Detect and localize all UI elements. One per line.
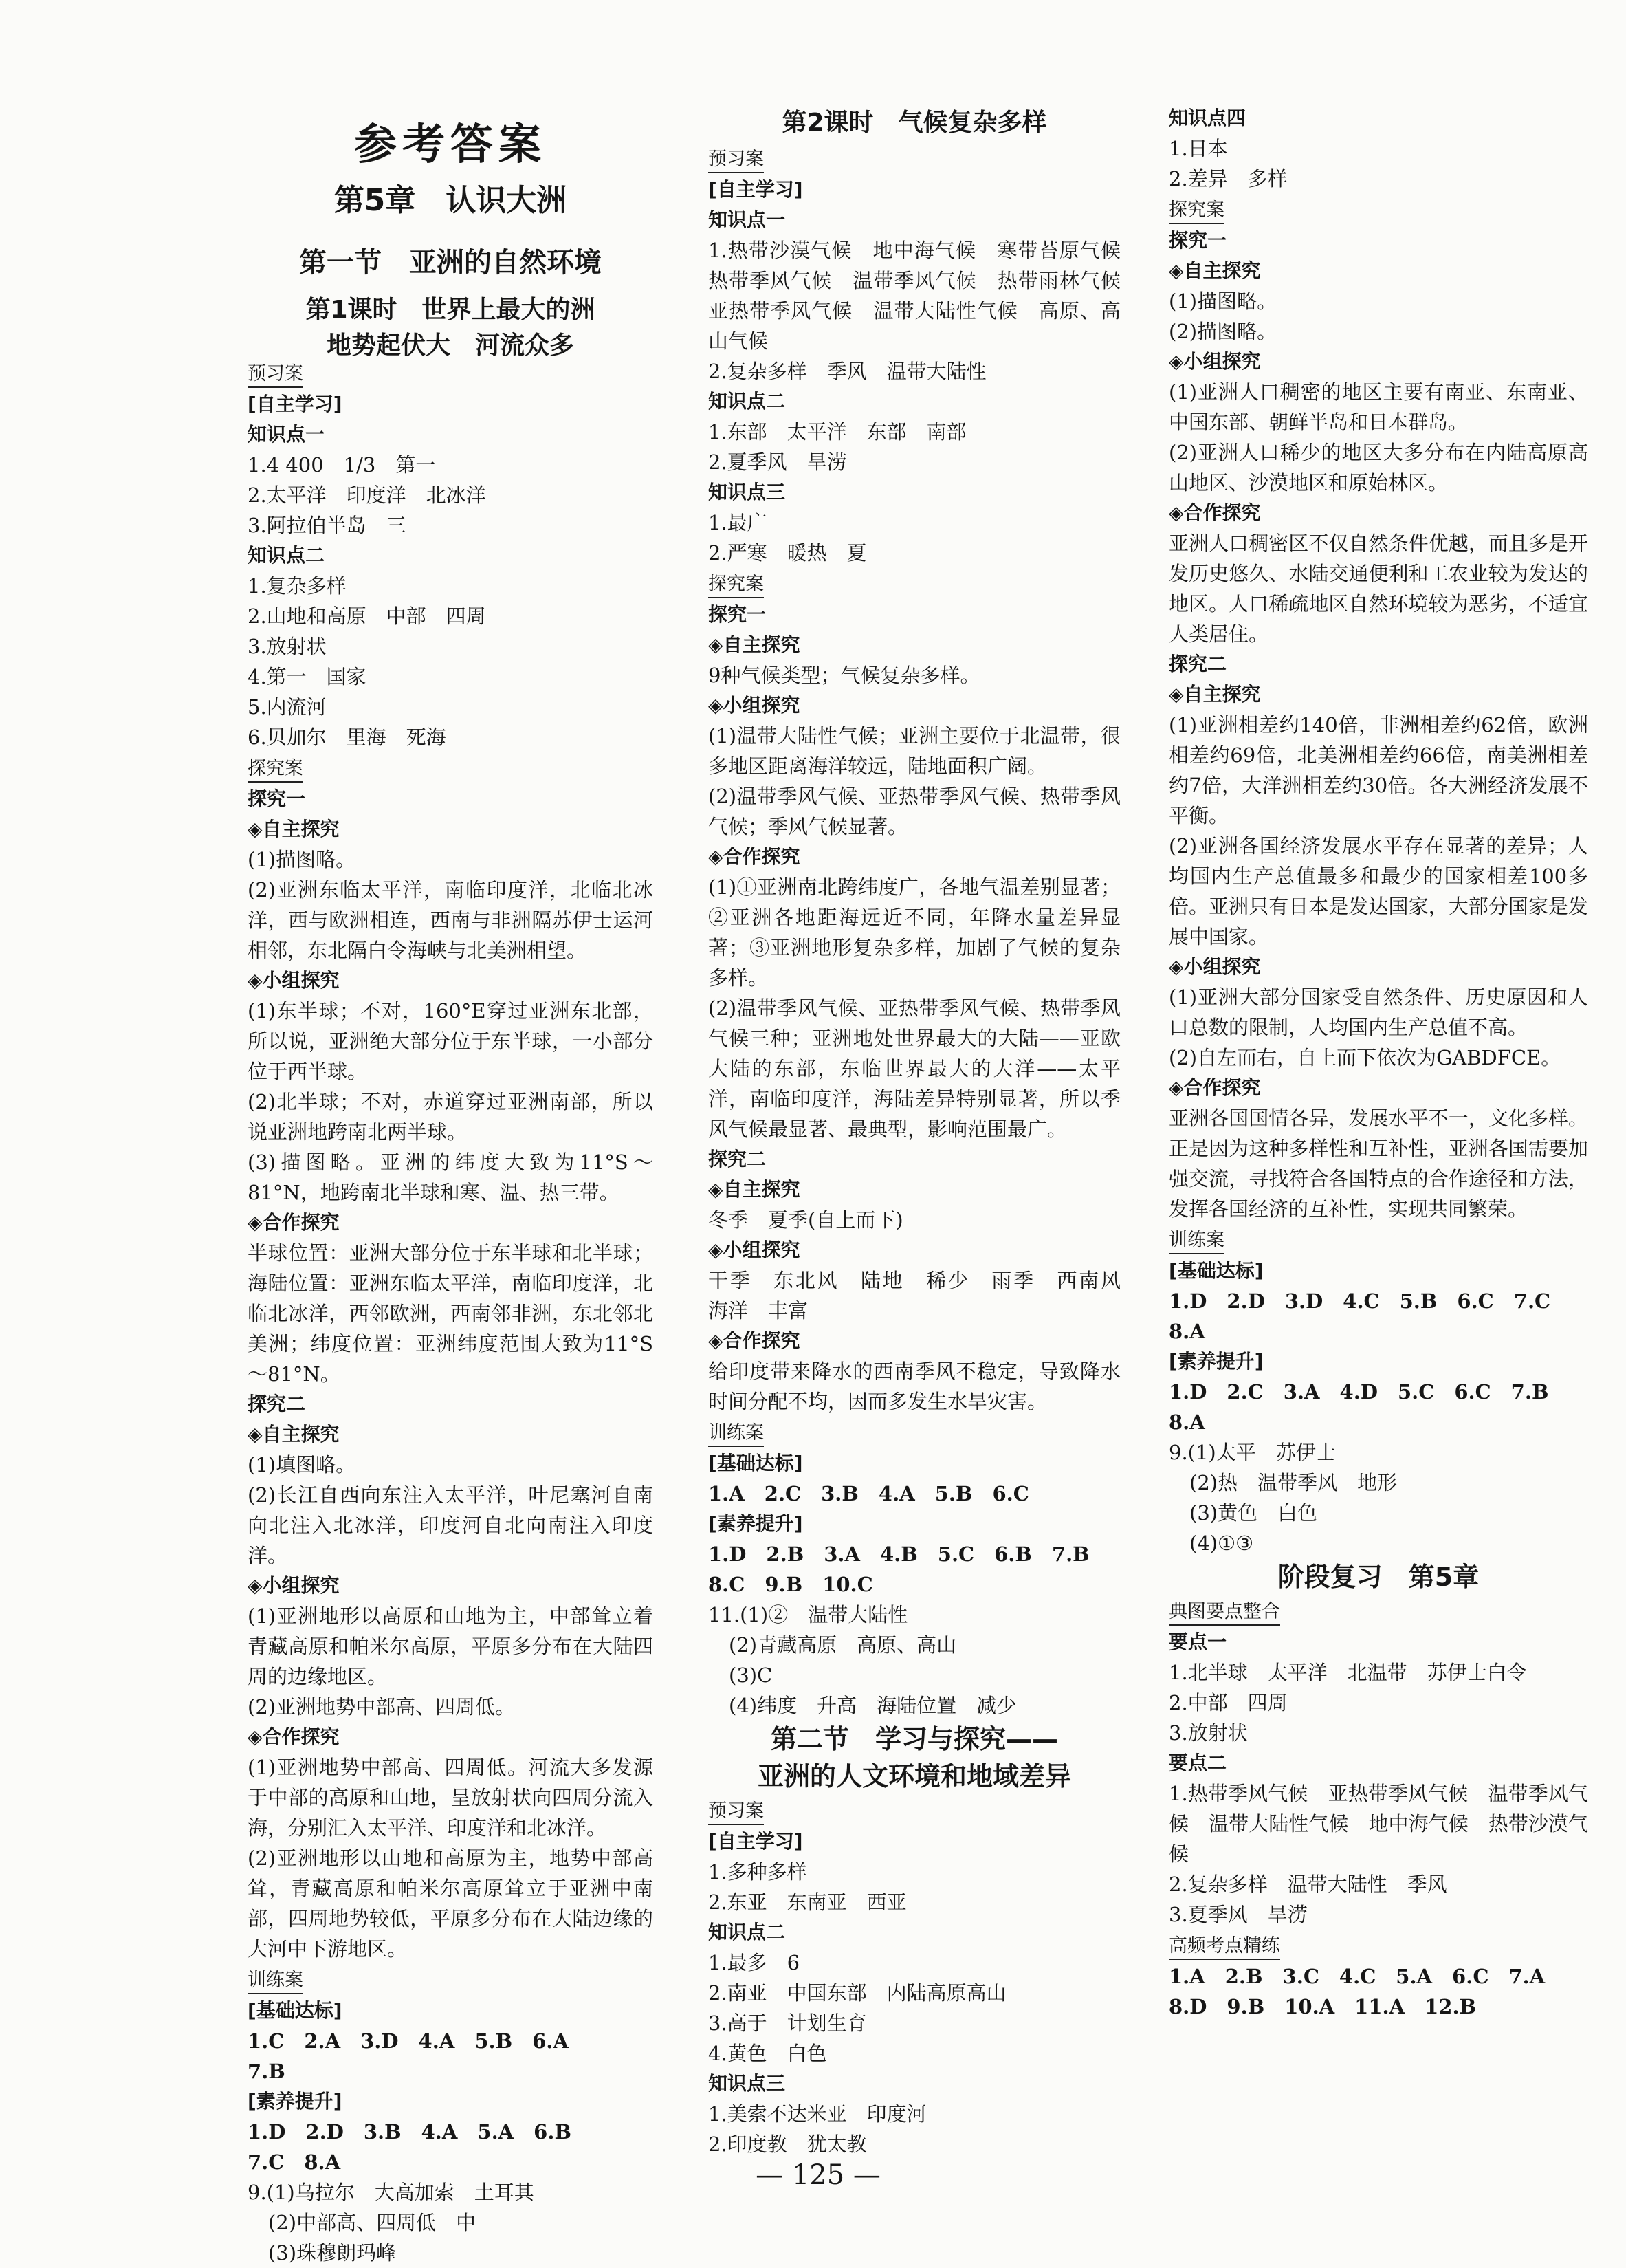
answer-column-3	[1169, 103, 1588, 2022]
answer-line: (3)黄色 白色	[1189, 1501, 1318, 1525]
answer-paragraph: (1)亚洲地势中部高、四周低。河流大多发源于中部的高原和山地，呈放射状向四周分流入海，分别汇入太平洋、印度洋和北冰洋。	[248, 1756, 653, 1840]
answer-key: 1.D 2.C 3.A 4.D 5.C 6.C 7.B	[1169, 1380, 1549, 1404]
answer-key: 8.C 9.B 10.C	[708, 1573, 873, 1596]
section-tag: 预习案	[708, 147, 764, 173]
answer-paragraph: (1)亚洲大部分国家受自然条件、历史原因和人口总数的限制，人均国内生产总值不高。	[1169, 985, 1588, 1039]
topic-heading: 知识点四	[1169, 107, 1246, 129]
section-tag: 训练案	[1169, 1228, 1224, 1254]
subsection-heading: ◈小组探究	[248, 969, 340, 992]
section-tag: 探究案	[708, 572, 764, 598]
section-tag: 高频考点精练	[1169, 1934, 1280, 1960]
answer-line: (2)中部高、四周低 中	[268, 2211, 476, 2234]
subsection-heading: ◈合作探究	[248, 1211, 340, 1234]
answer-line: (1)填图略。	[248, 1453, 356, 1476]
answer-line: 2.南亚 中国东部 内陆高原高山	[708, 1981, 1007, 2005]
answer-paragraph: (1)亚洲相差约140倍，非洲相差约62倍，欧洲相差约69倍，北美洲相差约66倍，南美洲相差约7倍，大洋洲相差约30倍。各大洲经济发展不平衡。	[1169, 713, 1588, 827]
subsection-heading: ◈自主探究	[708, 633, 800, 656]
topic-heading: 探究一	[708, 603, 767, 626]
answer-line: 3.放射状	[1169, 1721, 1248, 1745]
answer-key: 1.D 2.D 3.D 4.C 5.B 6.C 7.C	[1169, 1289, 1551, 1313]
answer-line: 1.多种多样	[708, 1860, 807, 1884]
answer-line: 4.黄色 白色	[708, 2042, 827, 2065]
topic-heading: 知识点二	[708, 1921, 786, 1943]
section-title: 第二节 学习与探究——	[770, 1724, 1058, 1754]
answer-line: 2.复杂多样 温带大陆性 季风	[1169, 1873, 1447, 1896]
section-tag: 训练案	[708, 1421, 764, 1447]
answer-line: (2)青藏高原 高原、高山	[729, 1633, 957, 1657]
answer-line: (3)C	[729, 1664, 773, 1687]
lesson-title-line1: 第1课时 世界上最大的洲	[305, 296, 595, 324]
answer-paragraph: 给印度带来降水的西南季风不稳定，导致降水时间分配不均，因而多发生水旱灾害。	[708, 1360, 1121, 1413]
answer-line: 2.差异 多样	[1169, 167, 1288, 190]
answer-paragraph: (2)亚洲东临太平洋，南临印度洋，北临北冰洋，西与欧洲相连，西南与非洲隔苏伊士运河相邻，东北隔白令海峡与北美洲相望。	[248, 878, 653, 962]
answer-paragraph: (2)亚洲人口稀少的地区大多分布在内陆高原高山地区、沙漠地区和原始林区。	[1169, 441, 1588, 494]
answer-line: 1.复杂多样	[248, 574, 347, 598]
answer-paragraph: 1.热带季风气候 亚热带季风气候 温带季风气候 温带大陆性气候 地中海气候 热带沙漠气候	[1169, 1782, 1588, 1866]
subsection-heading: ◈自主探究	[1169, 683, 1261, 706]
topic-heading: 探究一	[248, 787, 306, 810]
subsection-heading: ◈自主探究	[248, 1423, 340, 1446]
answer-paragraph: (1)亚洲人口稠密的地区主要有南亚、东南亚、中国东部、朝鲜半岛和日本群岛。	[1169, 380, 1588, 434]
topic-heading: 探究二	[248, 1393, 306, 1415]
box-label: [基础达标]	[1169, 1259, 1264, 1282]
answer-line: 9.(1)太平 苏伊士	[1169, 1441, 1336, 1464]
subsection-heading: ◈合作探究	[708, 845, 800, 868]
answer-paragraph: (1)①亚洲南北跨纬度广，各地气温差别显著；②亚洲各地距海远近不同，年降水量差异显著；③亚洲地形复杂多样，加剧了气候的复杂多样。	[708, 875, 1121, 990]
answer-line: 3.放射状	[248, 635, 327, 658]
answer-key: 1.D 2.B 3.A 4.B 5.C 6.B 7.B	[708, 1542, 1090, 1566]
answer-key: 1.C 2.A 3.D 4.A 5.B 6.A	[248, 2029, 569, 2053]
answer-line: 2.印度教 犹太教	[708, 2133, 867, 2156]
answer-line: (4)①③	[1189, 1531, 1254, 1555]
section-title: 亚洲的人文环境和地域差异	[757, 1761, 1071, 1791]
subsection-heading: ◈小组探究	[1169, 350, 1261, 373]
answer-line: (1)描图略。	[248, 848, 356, 871]
subsection-heading: ◈合作探究	[708, 1329, 800, 1352]
answer-paragraph: (3)描图略。亚洲的纬度大致为11°S～81°N，地跨南北半球和寒、温、热三带。	[248, 1151, 653, 1204]
review-title: 阶段复习 第5章	[1277, 1562, 1480, 1592]
answer-line: 2.夏季风 旱涝	[708, 450, 847, 474]
topic-heading: 探究二	[1169, 653, 1227, 675]
box-label: [自主学习]	[708, 1830, 803, 1853]
answer-paragraph: (1)温带大陆性气候；亚洲主要位于北温带，很多地区距离海洋较远，陆地面积广阔。	[708, 724, 1121, 778]
section-tag: 预习案	[708, 1799, 764, 1825]
section-tag: 探究案	[1169, 198, 1224, 224]
page-number: — 125 —	[756, 2159, 881, 2191]
answer-line: (2)自左而右，自上而下依次为GABDFCE。	[1169, 1046, 1561, 1069]
answer-line: 9.(1)乌拉尔 大高加索 土耳其	[248, 2181, 534, 2204]
topic-heading: 探究二	[708, 1148, 767, 1170]
topic-heading: 探究一	[1169, 229, 1227, 252]
box-label: [基础达标]	[248, 1999, 342, 2022]
section-tag: 训练案	[248, 1968, 303, 1994]
answer-key: 7.B	[248, 2060, 285, 2083]
box-label: [自主学习]	[248, 393, 342, 415]
subsection-heading: ◈自主探究	[708, 1178, 800, 1201]
subsection-heading: ◈合作探究	[1169, 1076, 1261, 1099]
subsection-heading: ◈合作探究	[1169, 501, 1261, 524]
answer-line: 1.日本	[1169, 137, 1228, 160]
answer-paragraph: 亚洲人口稠密区不仅自然条件优越，而且多是开发历史悠久、水陆交通便利和工农业较为发达的地区。人口稀疏地区自然环境较为恶劣，不适宜人类居住。	[1169, 532, 1588, 646]
answer-paragraph: (2)长江自西向东注入太平洋，叶尼塞河自南向北注入北冰洋，印度河自北向南注入印度洋。	[248, 1483, 653, 1567]
answer-line: 3.夏季风 旱涝	[1169, 1903, 1308, 1926]
answer-column-1	[248, 358, 653, 2268]
answer-line: 4.第一 国家	[248, 665, 366, 688]
section-tag: 预习案	[248, 362, 303, 388]
answer-line: 2.太平洋 印度洋 北冰洋	[248, 483, 486, 507]
answer-line: (4)纬度 升高 海陆位置 减少	[729, 1694, 1017, 1717]
answer-key: 1.D 2.D 3.B 4.A 5.A 6.B	[248, 2120, 571, 2144]
answer-paragraph: (2)亚洲各国经济发展水平存在显著的差异；人均国内生产总值最多和最少的国家相差100多倍。亚洲只有日本是发达国家，大部分国家是发展中国家。	[1169, 834, 1588, 948]
answer-line: 6.贝加尔 里海 死海	[248, 726, 446, 749]
box-label: [素养提升]	[708, 1512, 803, 1535]
subsection-heading: ◈自主探究	[248, 818, 340, 840]
topic-heading: 知识点一	[708, 208, 786, 231]
answer-line: 3.阿拉伯半岛 三	[248, 514, 406, 537]
answer-key: 8.A	[1169, 1410, 1205, 1434]
topic-heading: 知识点二	[708, 390, 786, 413]
answer-line: 2.中部 四周	[1169, 1691, 1288, 1714]
answer-line: 2.严寒 暖热 夏	[708, 541, 867, 565]
answer-key: 1.A 2.C 3.B 4.A 5.B 6.C	[708, 1482, 1029, 1505]
answer-paragraph: (1)亚洲地形以高原和山地为主，中部耸立着青藏高原和帕米尔高原，平原多分布在大陆四周的边缘地区。	[248, 1604, 653, 1688]
answer-paragraph: 半球位置：亚洲大部分位于东半球和北半球；海陆位置：亚洲东临太平洋，南临印度洋，北临北冰洋，西邻欧洲，西南邻非洲，东北邻北美洲；纬度位置：亚洲纬度范围大致为11°S～81°N。	[248, 1241, 653, 1386]
answer-line: (3)珠穆朗玛峰	[268, 2241, 397, 2265]
box-label: [自主学习]	[708, 178, 803, 201]
answer-line: 3.高于 计划生育	[708, 2011, 867, 2035]
topic-heading: 知识点二	[248, 544, 325, 567]
chapter-title: 第5章 认识大洲	[333, 183, 567, 218]
answer-key: 8.D 9.B 10.A 11.A 12.B	[1169, 1995, 1477, 2018]
answer-line: (1)描图略。	[1169, 290, 1277, 313]
answer-line: 冬季 夏季(自上而下)	[708, 1208, 903, 1232]
answer-key: 1.A 2.B 3.C 4.C 5.A 6.C 7.A	[1169, 1965, 1546, 1988]
answer-paragraph: (2)北半球；不对，赤道穿过亚洲南部，所以说亚洲地跨南北两半球。	[248, 1090, 653, 1144]
subsection-heading: ◈合作探究	[248, 1725, 340, 1748]
answer-line: (2)亚洲地势中部高、四周低。	[248, 1695, 516, 1719]
subsection-heading: ◈小组探究	[708, 1239, 800, 1261]
lesson-title-line2: 地势起伏大 河流众多	[326, 331, 574, 360]
answer-paragraph: 干季 东北风 陆地 稀少 雨季 西南风 海洋 丰富	[708, 1269, 1141, 1322]
answer-line: 1.美索不达米亚 印度河	[708, 2102, 927, 2126]
section-title: 第一节 亚洲的自然环境	[299, 247, 602, 279]
topic-heading: 知识点三	[708, 481, 786, 503]
box-label: [素养提升]	[248, 2090, 342, 2113]
answer-line: (2)热 温带季风 地形	[1189, 1471, 1398, 1494]
answer-column-2	[708, 103, 1141, 2159]
answer-key: 7.C 8.A	[248, 2150, 341, 2174]
topic-heading: 知识点三	[708, 2072, 786, 2095]
topic-heading: 知识点一	[248, 423, 325, 446]
answer-paragraph: 1.热带沙漠气候 地中海气候 寒带苔原气候 热带季风气候 温带季风气候 热带雨林气候 亚热带季风气候 温带大陆性气候 高原、高山气候	[708, 239, 1141, 353]
answer-line: 1.4 400 1/3 第一	[248, 453, 436, 477]
topic-heading: 要点一	[1169, 1631, 1227, 1653]
answer-paragraph: (2)温带季风气候、亚热带季风气候、热带季风气候三种；亚洲地处世界最大的大陆——亚欧大陆的东部，东临世界最大的大洋——太平洋，南临印度洋，海陆差异特别显著，所以季风气候最显著、最典型，影响范围最广。	[708, 996, 1121, 1141]
section-tag: 探究案	[248, 756, 303, 783]
lesson-title: 第2课时 气候复杂多样	[782, 109, 1047, 137]
page-title: 参考答案	[353, 119, 547, 169]
answer-line: 11.(1)② 温带大陆性	[708, 1603, 908, 1626]
answer-line: 2.复杂多样 季风 温带大陆性	[708, 360, 987, 383]
answer-line: 9种气候类型；气候复杂多样。	[708, 664, 980, 687]
answer-line: 1.东部 太平洋 东部 南部	[708, 420, 967, 444]
answer-line: (2)描图略。	[1169, 320, 1277, 343]
answer-paragraph: (2)温带季风气候、亚热带季风气候、热带季风气候；季风气候显著。	[708, 785, 1121, 838]
answer-paragraph: 1.北半球 太平洋 北温带 苏伊士白令	[1169, 1661, 1527, 1684]
box-label: [基础达标]	[708, 1452, 803, 1474]
answer-paragraph: 亚洲各国国情各异，发展水平不一，文化多样。正是因为这种多样性和互补性，亚洲各国需要加强交流，寻找符合各国特点的合作途径和方法，发挥各国经济的互补性，实现共同繁荣。	[1169, 1106, 1588, 1221]
answer-key: 8.A	[1169, 1320, 1205, 1343]
answer-line: 1.最广	[708, 511, 767, 534]
answer-line: 2.山地和高原 中部 四周	[248, 604, 486, 628]
section-tag: 典图要点整合	[1169, 1600, 1280, 1626]
lesson-title	[248, 292, 653, 364]
answer-line: 2.东亚 东南亚 西亚	[708, 1890, 907, 1914]
answer-paragraph: (2)亚洲地形以山地和高原为主，地势中部高耸，青藏高原和帕米尔高原耸立于亚洲中南部，四周地势较低，平原多分布在大陆边缘的大河中下游地区。	[248, 1846, 653, 1961]
answer-line: 1.最多 6	[708, 1951, 800, 1974]
topic-heading: 要点二	[1169, 1752, 1227, 1774]
subsection-heading: ◈自主探究	[1169, 259, 1261, 282]
answer-line: 5.内流河	[248, 695, 327, 719]
subsection-heading: ◈小组探究	[1169, 955, 1261, 978]
box-label: [素养提升]	[1169, 1350, 1264, 1373]
answer-paragraph: (1)东半球；不对，160°E穿过亚洲东北部，所以说，亚洲绝大部分位于东半球，一小部分位于西半球。	[248, 999, 653, 1083]
subsection-heading: ◈小组探究	[248, 1574, 340, 1597]
subsection-heading: ◈小组探究	[708, 694, 800, 717]
